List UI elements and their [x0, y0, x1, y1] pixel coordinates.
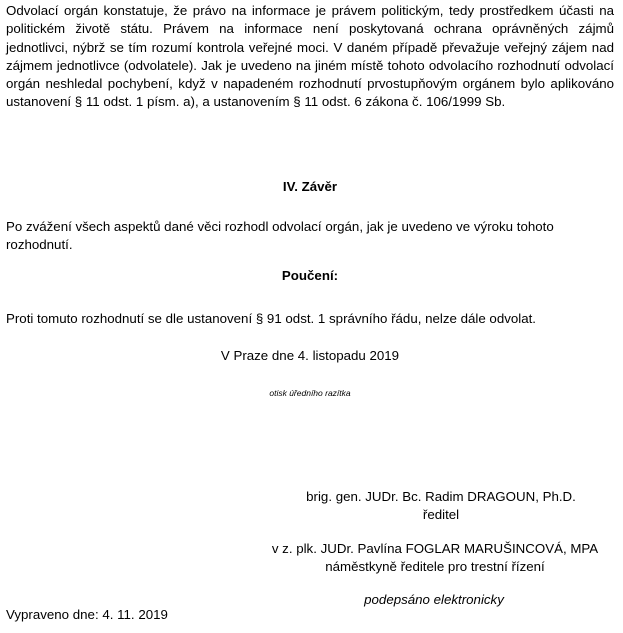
- instruction-text: Proti tomuto rozhodnutí se dle ustanovení § 91 odst. 1 správního řádu, nelze dále odvolat.: [6, 311, 536, 326]
- conclusion-heading: IV. Závěr: [282, 179, 338, 194]
- instruction-heading: Poučení:: [281, 268, 339, 283]
- stamp-note: otisk úředního razítka: [269, 388, 351, 398]
- intro-paragraph: Odvolací orgán konstatuje, že právo na informace je právem politickým, tedy prostředkem účasti na politickém životě státu. Právem na informace není poskytovaná ochrana oprávněných zájmů jednotlivci, nýbrž se tím rozumí kontrola veřejné moci. V daném případě převažuje veřejný zájem nad zájmem jednotlivce (odvolatele). Jak je uvedeno na jiném místě tohoto odvolacího rozhodnutí odvolací orgán neshledal pochybení, když v napadeném rozhodnutí prvostupňovým orgánem bylo aplikováno ustanovení § 11 odst. 1 písm. a), a ustanovením § 11 odst. 6 zákona č. 106/1999 Sb.: [6, 3, 614, 110]
- place-date: V Praze dne 4. listopadu 2019: [220, 348, 400, 363]
- signatory-2-title: náměstkyně ředitele pro trestní řízení: [325, 559, 545, 574]
- signatory-2-name: v z. plk. JUDr. Pavlína FOGLAR MARUŠINCOVÁ, MPA: [271, 541, 599, 556]
- conclusion-text: Po zvážení všech aspektů dané věci rozhodl odvolací orgán, jak je uvedeno ve výroku tohoto rozhodnutí.: [6, 219, 554, 253]
- dispatch-date: Vypraveno dne: 4. 11. 2019: [6, 607, 168, 622]
- signatory-1-name: brig. gen. JUDr. Bc. Radim DRAGOUN, Ph.D.: [306, 489, 576, 504]
- signed-electronically-note: podepsáno elektronicky: [364, 592, 504, 607]
- signatory-1-title: ředitel: [422, 507, 460, 522]
